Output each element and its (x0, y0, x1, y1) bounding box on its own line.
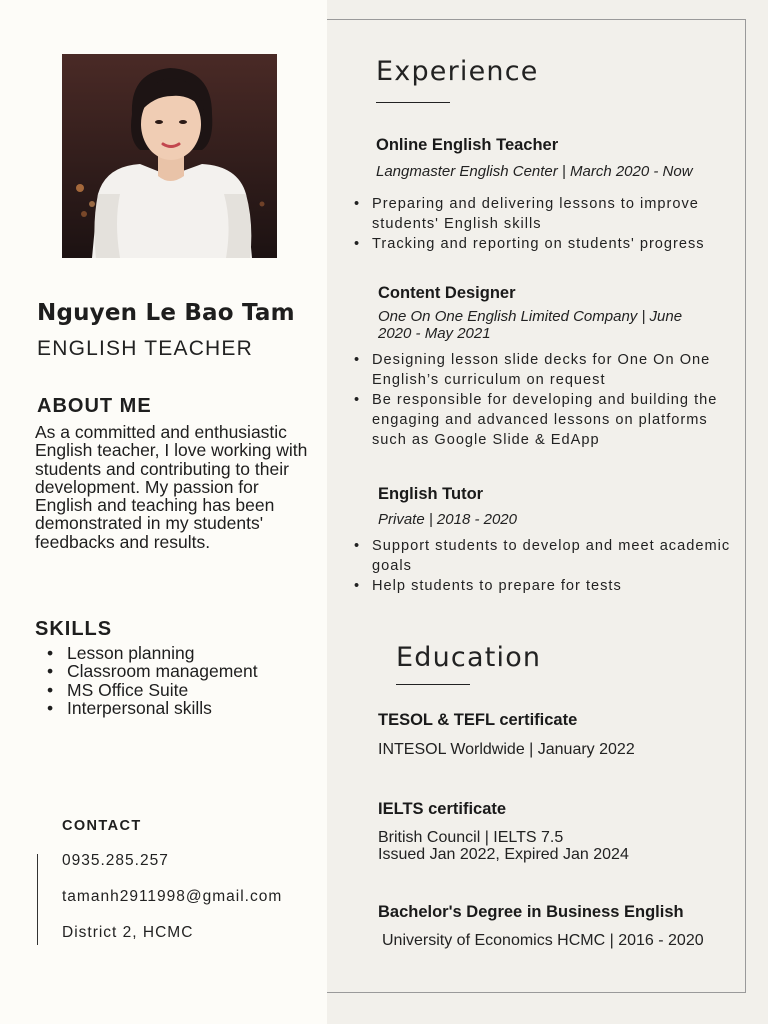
education-title: Bachelor's Degree in Business English (378, 903, 684, 921)
job-title: Online English Teacher (376, 136, 559, 154)
job-title: English Tutor (378, 485, 484, 503)
education-title: IELTS certificate (378, 800, 507, 818)
education-title: TESOL & TEFL certificate (378, 711, 578, 729)
job-title: Content Designer (378, 284, 516, 302)
job-meta: One On One English Limited Company | June 2020 - May 2021 (378, 308, 683, 342)
job-meta: Private | 2018 - 2020 (378, 511, 517, 528)
education-heading: Education (396, 642, 542, 673)
profile-role: ENGLISH TEACHER (37, 337, 253, 360)
list-item: • Classroom management (35, 662, 258, 680)
experience-rule (376, 102, 450, 103)
list-item: • Designing lesson slide decks for One On One English’s curriculum on request (354, 350, 739, 390)
education-detail: INTESOL Worldwide | January 2022 (378, 741, 635, 758)
skills-heading: SKILLS (35, 618, 113, 640)
profile-name: Nguyen Le Bao Tam (37, 300, 295, 326)
job-bullets (354, 536, 739, 596)
list-item: • Be responsible for developing and building the engaging and advanced lessons on platforms such as Google Slide & EdApp (354, 390, 739, 450)
job-bullets (354, 350, 739, 450)
list-item: • Lesson planning (35, 644, 258, 662)
education-detail: Issued Jan 2022, Expired Jan 2024 (378, 846, 629, 863)
job-bullets (354, 194, 739, 254)
about-heading: ABOUT ME (37, 395, 152, 417)
experience-heading: Experience (376, 56, 539, 87)
about-text: As a committed and enthusiastic English teacher, I love working with students and contributing to their development. My passion for English and teaching has been demonstrated in my students' feedbacks and results. (35, 422, 308, 552)
skills-list (35, 644, 258, 717)
education-detail: British Council | IELTS 7.5 (378, 829, 564, 846)
list-item: • Help students to prepare for tests (354, 576, 739, 596)
contact-email[interactable]: tamanh2911998@gmail.com (62, 888, 283, 905)
contact-divider (37, 854, 38, 945)
contact-heading: CONTACT (62, 818, 142, 834)
job-meta: Langmaster English Center | March 2020 - Now (376, 163, 693, 180)
list-item: • Preparing and delivering lessons to improve students' English skills (354, 194, 739, 234)
portrait-illustration (62, 54, 277, 258)
education-rule (396, 684, 470, 685)
list-item: • MS Office Suite (35, 681, 258, 699)
contact-address: District 2, HCMC (62, 924, 194, 941)
contact-phone[interactable]: 0935.285.257 (62, 852, 169, 869)
education-detail: University of Economics HCMC | 2016 - 2020 (382, 932, 704, 949)
list-item: • Tracking and reporting on students' progress (354, 234, 739, 254)
list-item: • Support students to develop and meet academic goals (354, 536, 739, 576)
profile-photo (62, 54, 277, 258)
list-item: • Interpersonal skills (35, 699, 258, 717)
